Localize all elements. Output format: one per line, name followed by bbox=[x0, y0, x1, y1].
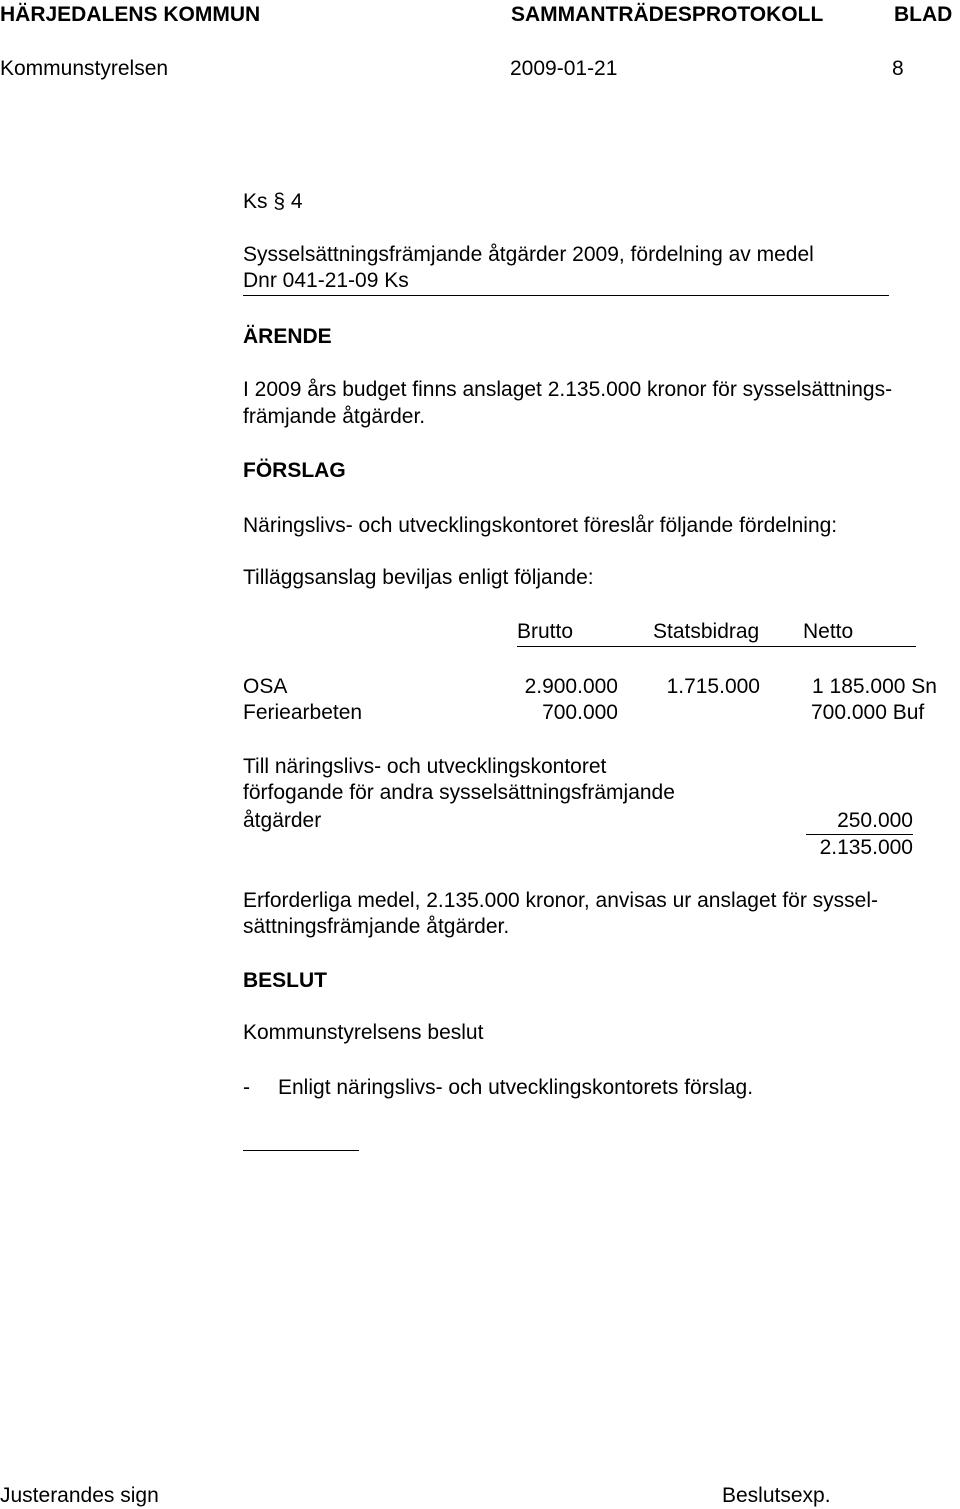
row-feriearbeten-netto: 700.000 Buf bbox=[811, 701, 925, 724]
decision-title: Kommunstyrelsens beslut bbox=[243, 1021, 484, 1044]
row-label-osa: OSA bbox=[243, 675, 288, 698]
funding-line2: sättningsfrämjande åtgärder. bbox=[243, 915, 510, 938]
column-header-statsbidrag: Statsbidrag bbox=[653, 620, 760, 643]
beslut-heading: BESLUT bbox=[243, 969, 327, 992]
page-number: 8 bbox=[892, 57, 904, 80]
decision-item: Enligt näringslivs- och utvecklingskontorets förslag. bbox=[278, 1076, 754, 1099]
forslag-sub: Tilläggsanslag beviljas enligt följande: bbox=[243, 566, 594, 589]
row-osa-netto: 1 185.000 Sn bbox=[812, 675, 937, 698]
total-amount: 2.135.000 bbox=[819, 836, 913, 859]
blad-label: BLAD bbox=[894, 3, 953, 26]
closing-rule bbox=[243, 1150, 359, 1151]
row-osa-brutto: 2.900.000 bbox=[524, 675, 618, 698]
column-header-netto: Netto bbox=[803, 620, 854, 643]
committee-name: Kommunstyrelsen bbox=[0, 57, 169, 80]
sum-underline bbox=[806, 834, 913, 835]
organization-name: HÄRJEDALENS KOMMUN bbox=[0, 3, 261, 26]
arende-text-line2: främjande åtgärder. bbox=[243, 405, 426, 428]
till-text-line2: förfogande för andra sysselsättningsfrämjande bbox=[243, 781, 675, 804]
row-feriearbeten-brutto: 700.000 bbox=[542, 701, 618, 724]
dnr: Dnr 041-21-09 Ks bbox=[243, 269, 409, 292]
till-amount: 250.000 bbox=[837, 809, 913, 832]
paragraph-number: Ks § 4 bbox=[243, 190, 303, 213]
till-text-line3: åtgärder bbox=[243, 809, 322, 832]
row-osa-statsbidrag: 1.715.000 bbox=[666, 675, 760, 698]
meeting-date: 2009-01-21 bbox=[510, 57, 618, 80]
forslag-intro: Näringslivs- och utvecklingskontoret föreslår följande fördelning: bbox=[243, 514, 838, 537]
table-header-underline bbox=[517, 646, 916, 647]
justerandes-sign: Justerandes sign bbox=[0, 1484, 159, 1507]
document-type: SAMMANTRÄDESPROTOKOLL bbox=[511, 3, 824, 26]
column-header-brutto: Brutto bbox=[517, 620, 574, 643]
arende-text-line1: I 2009 års budget finns anslaget 2.135.000 kronor för sysselsättnings- bbox=[243, 378, 893, 401]
title-underline bbox=[243, 295, 889, 296]
till-text-line1: Till näringslivs- och utvecklingskontoret bbox=[243, 755, 607, 778]
funding-line1: Erforderliga medel, 2.135.000 kronor, anvisas ur anslaget för syssel- bbox=[243, 889, 878, 912]
arende-heading: ÄRENDE bbox=[243, 325, 332, 348]
row-label-feriearbeten: Feriearbeten bbox=[243, 701, 363, 724]
decision-dash: - bbox=[243, 1076, 250, 1099]
beslutsexp: Beslutsexp. bbox=[722, 1484, 831, 1507]
section-title: Sysselsättningsfrämjande åtgärder 2009, fördelning av medel bbox=[243, 243, 814, 266]
forslag-heading: FÖRSLAG bbox=[243, 459, 346, 482]
